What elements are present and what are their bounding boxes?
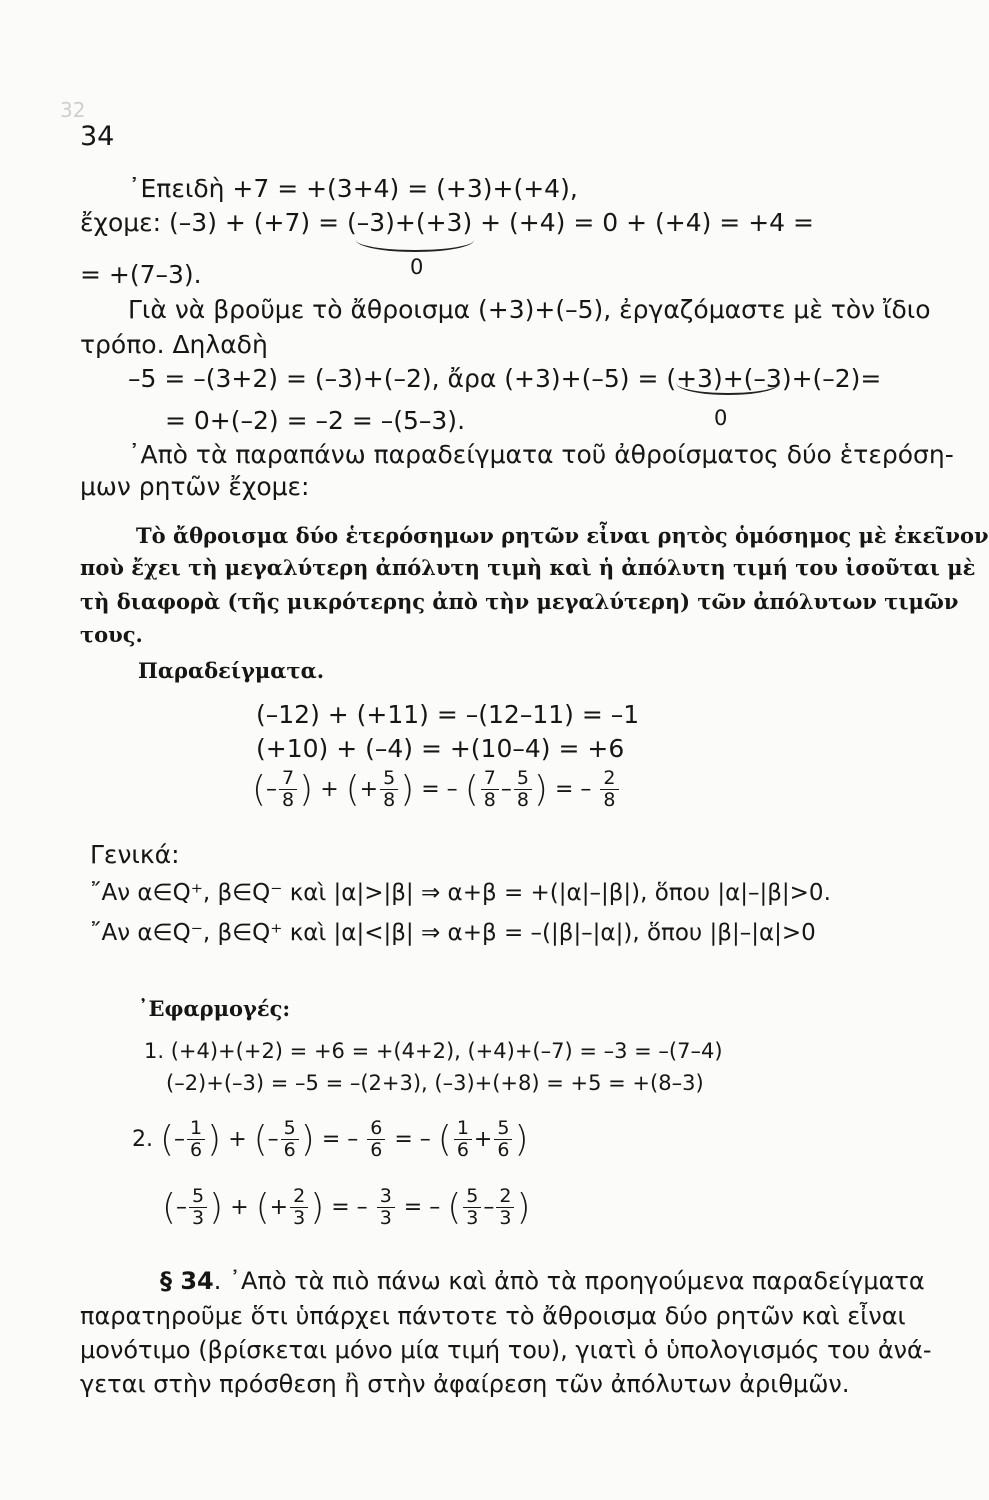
text-line: τρόπο. Δηλαδὴ xyxy=(80,330,268,359)
example-line: (+10) + (–4) = +(10–4) = +6 xyxy=(256,734,625,763)
ghost-page-number: 32 xyxy=(60,98,86,122)
application-fraction-line xyxy=(132,1118,529,1161)
math-symbol: = – xyxy=(421,777,458,802)
denominator: 3 xyxy=(466,1207,479,1229)
math-symbol: – xyxy=(500,777,512,802)
numerator: 5 xyxy=(380,768,398,790)
denominator: 6 xyxy=(456,1139,469,1161)
numerator: 5 xyxy=(463,1186,481,1208)
numerator: 6 xyxy=(367,1118,385,1140)
parenthesis: ) xyxy=(400,769,415,810)
numerator: 3 xyxy=(377,1186,395,1208)
denominator: 3 xyxy=(192,1207,205,1229)
fraction xyxy=(496,1186,514,1229)
fraction xyxy=(494,1118,512,1161)
fraction xyxy=(367,1118,385,1161)
general-line: ῎Αν α∈Q⁻, β∈Q⁺ καὶ |α|<|β| ⇒ α+β = –(|β|–|α|), ὅπου |β|–|α|>0 xyxy=(90,920,816,946)
numerator: 5 xyxy=(189,1186,207,1208)
underbrace-value: 0 xyxy=(410,255,424,279)
denominator: 6 xyxy=(497,1139,510,1161)
numerator: 7 xyxy=(481,768,499,790)
application-line: (–2)+(–3) = –5 = –(2+3), (–3)+(+8) = +5 = +(8–3) xyxy=(166,1071,704,1095)
fraction xyxy=(281,1118,299,1161)
parenthesis: ( xyxy=(162,1187,177,1228)
denominator: 8 xyxy=(483,789,496,811)
numerator: 2 xyxy=(290,1186,308,1208)
general-heading: Γενικά: xyxy=(90,840,180,869)
underbrace xyxy=(356,240,474,252)
parenthesis: ) xyxy=(299,769,314,810)
rule-line: τὴ διαφορὰ (τῆς μικρότερης ἀπὸ τὴν μεγαλύτερη) τῶν ἀπόλυτων τιμῶν xyxy=(80,589,959,614)
section-label: § 34 xyxy=(160,1267,214,1295)
parenthesis: ( xyxy=(345,769,360,810)
fraction xyxy=(463,1186,481,1229)
math-symbol: – xyxy=(266,777,278,802)
fraction xyxy=(187,1118,205,1161)
text-line: ᾿Απὸ τὰ παραπάνω παραδείγματα τοῦ ἀθροίσματος δύο ἑτερόση- xyxy=(128,440,954,469)
math-symbol: 2. xyxy=(132,1127,153,1152)
numerator: 5 xyxy=(494,1118,512,1140)
section-paragraph-line: γεται στὴν πρόσθεση ἢ στὴν ἀφαίρεση τῶν ἀπόλυτων ἀριθμῶν. xyxy=(80,1370,850,1398)
fraction xyxy=(189,1186,207,1229)
math-symbol: = – xyxy=(321,1127,359,1152)
denominator: 8 xyxy=(516,789,529,811)
example-fraction-line xyxy=(252,768,621,811)
fraction xyxy=(377,1186,395,1229)
fraction xyxy=(279,768,297,811)
denominator: 8 xyxy=(282,789,295,811)
numerator: 5 xyxy=(514,768,532,790)
fraction xyxy=(454,1118,472,1161)
math-symbol: = – xyxy=(403,1195,441,1220)
denominator: 3 xyxy=(379,1207,392,1229)
numerator: 7 xyxy=(279,768,297,790)
fraction xyxy=(380,768,398,811)
underbrace-value: 0 xyxy=(714,406,728,430)
text-line: = +(7–3). xyxy=(80,260,202,289)
parenthesis: ) xyxy=(207,1119,222,1160)
parenthesis: ) xyxy=(516,1187,531,1228)
text-line: ἔχομε: (–3) + (+7) = (–3)+(+3) + (+4) = 0 + (+4) = +4 = xyxy=(80,208,814,237)
text-line: –5 = –(3+2) = (–3)+(–2), ἄρα (+3)+(–5) = (+3)+(–3)+(–2)= xyxy=(128,364,882,393)
denominator: 3 xyxy=(293,1207,306,1229)
parenthesis: ) xyxy=(533,769,548,810)
rule-line: τους. xyxy=(80,622,143,647)
fraction xyxy=(600,768,618,811)
fraction xyxy=(514,768,532,811)
math-symbol: + xyxy=(473,1127,493,1152)
math-symbol: + xyxy=(320,777,339,802)
text-line: Γιὰ νὰ βροῦμε τὸ ἄθροισμα (+3)+(–5), ἐργαζόμαστε μὲ τὸν ἴδιο xyxy=(128,295,931,324)
fraction xyxy=(290,1186,308,1229)
section-paragraph-line: § 34. ᾿Απὸ τὰ πιὸ πάνω καὶ ἀπὸ τὰ προηγούμενα παραδείγματα xyxy=(160,1267,925,1295)
parenthesis: ( xyxy=(255,1187,270,1228)
parenthesis: ) xyxy=(209,1187,224,1228)
denominator: 8 xyxy=(603,789,616,811)
text-line: = 0+(–2) = –2 = –(5–3). xyxy=(165,406,466,435)
text-line: ᾿Επειδὴ +7 = +(3+4) = (+3)+(+4), xyxy=(128,174,578,203)
math-symbol: = – xyxy=(394,1127,431,1152)
rule-line: Τὸ ἄθροισμα δύο ἑτερόσημων ρητῶν εἶναι ρητὸς ὁμόσημος μὲ ἐκεῖνον xyxy=(136,523,989,548)
parenthesis: ( xyxy=(437,1119,452,1160)
numerator: 1 xyxy=(187,1118,205,1140)
numerator: 1 xyxy=(454,1118,472,1140)
parenthesis: ( xyxy=(252,769,267,810)
math-symbol: = – xyxy=(554,777,592,802)
application-fraction-line xyxy=(162,1186,531,1229)
text-line: μων ρητῶν ἔχομε: xyxy=(80,472,310,501)
parenthesis: ( xyxy=(160,1119,175,1160)
math-symbol: – xyxy=(483,1195,495,1220)
parenthesis: ( xyxy=(447,1187,462,1228)
parenthesis: ) xyxy=(310,1187,325,1228)
parenthesis: ( xyxy=(464,769,479,810)
fraction xyxy=(481,768,499,811)
application-line: 1. (+4)+(+2) = +6 = +(4+2), (+4)+(–7) = –3 = –(7–4) xyxy=(144,1039,723,1063)
rule-line: ποὺ ἔχει τὴ μεγαλύτερη ἀπόλυτη τιμὴ καὶ ἡ ἀπόλυτη τιμή του ἰσοῦται μὲ xyxy=(80,555,976,580)
math-symbol: – xyxy=(176,1195,188,1220)
applications-heading: ᾿Εφαρμογές: xyxy=(138,996,291,1021)
general-line: ῎Αν α∈Q⁺, β∈Q⁻ καὶ |α|>|β| ⇒ α+β = +(|α|–|β|), ὅπου |α|–|β|>0. xyxy=(90,880,831,906)
examples-heading: Παραδείγματα. xyxy=(138,658,325,683)
section-paragraph-line: παρατηροῦμε ὅτι ὑπάρχει πάντοτε τὸ ἄθροισμα δύο ρητῶν καὶ εἶναι xyxy=(80,1302,906,1330)
denominator: 6 xyxy=(370,1139,383,1161)
denominator: 8 xyxy=(383,789,396,811)
numerator: 2 xyxy=(600,768,618,790)
math-symbol: + xyxy=(230,1195,249,1220)
numerator: 2 xyxy=(496,1186,514,1208)
math-symbol: + xyxy=(228,1127,247,1152)
numerator: 5 xyxy=(281,1118,299,1140)
math-symbol: – xyxy=(267,1127,279,1152)
parenthesis: ) xyxy=(514,1119,529,1160)
math-symbol: + xyxy=(269,1195,289,1220)
denominator: 6 xyxy=(190,1139,203,1161)
math-symbol: + xyxy=(359,777,379,802)
example-line: (–12) + (+11) = –(12–11) = –1 xyxy=(256,700,640,729)
math-symbol: = – xyxy=(331,1195,368,1220)
denominator: 6 xyxy=(283,1139,296,1161)
parenthesis: ) xyxy=(300,1119,315,1160)
parenthesis: ( xyxy=(253,1119,268,1160)
math-symbol: – xyxy=(174,1127,186,1152)
denominator: 3 xyxy=(499,1207,512,1229)
page-number: 34 xyxy=(80,121,115,152)
section-paragraph-line: μονότιμο (βρίσκεται μόνο μία τιμή του), γιατὶ ὁ ὑπολογισμός του ἀνά- xyxy=(80,1336,932,1364)
